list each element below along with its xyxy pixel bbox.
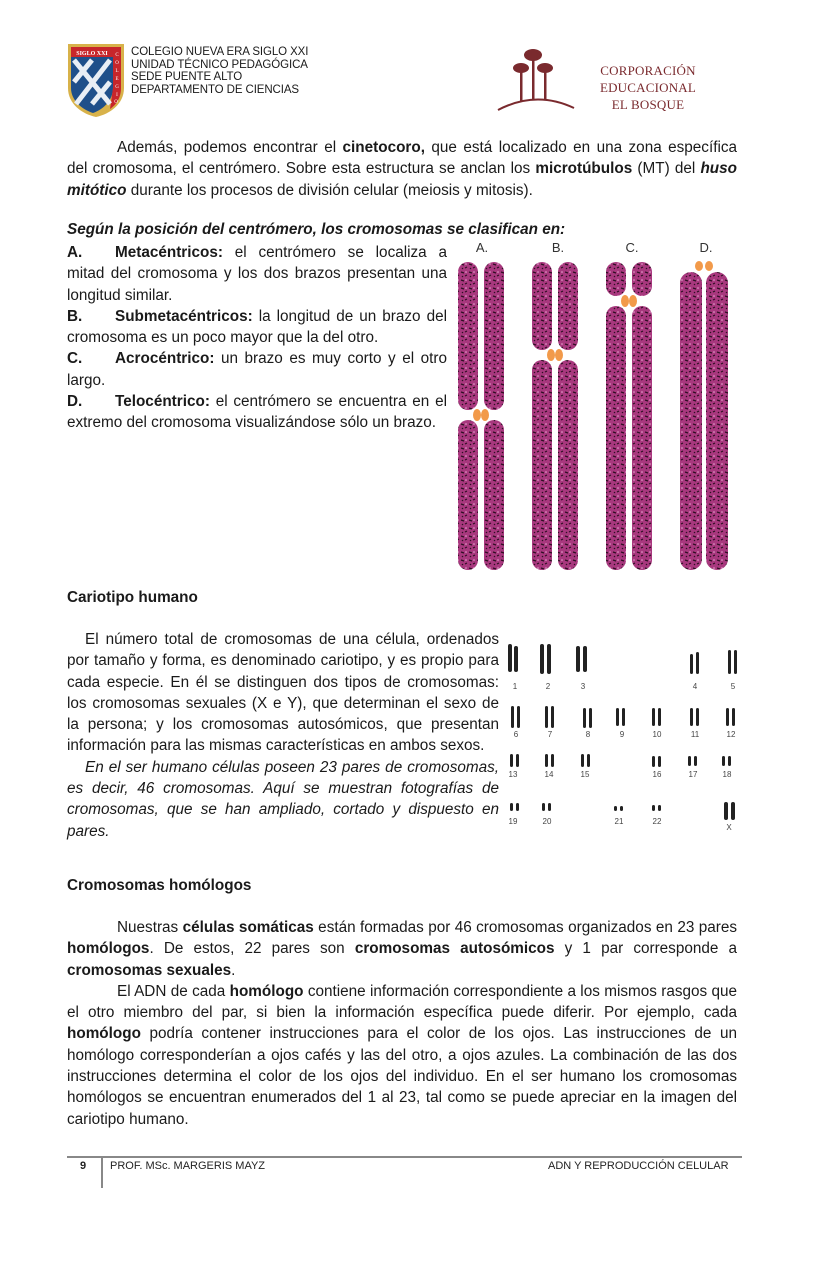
svg-text:I: I xyxy=(116,93,118,98)
karyotype-heading: Cariotipo humano xyxy=(67,589,198,606)
homologous-heading: Cromosomas homólogos xyxy=(67,877,252,894)
school-campus: SEDE PUENTE ALTO xyxy=(131,71,243,83)
school-name: COLEGIO NUEVA ERA SIGLO XXI xyxy=(131,46,309,58)
footer-divider xyxy=(67,1156,742,1158)
school-shield-logo xyxy=(66,42,126,118)
label-d: D. xyxy=(699,240,713,255)
class-item-c: C. Acrocéntrico: un brazo es muy corto y el otro largo. xyxy=(67,350,447,389)
svg-text:C: C xyxy=(115,53,119,58)
karyotype-figure: 1 2 3 4 5 6 7 8 9 10 11 12 13 14 15 16 17 18 19 20 21 22 X xyxy=(500,636,750,836)
class-item-b: B. Submetacéntricos: la longitud de un brazo del cromosoma es un poco mayor que la del otro. xyxy=(67,307,447,347)
homologous-paragraph-1: Nuestras células somáticas están formadas por 46 cromosomas organizados en 23 pares homólogos. De estos, 22 pares son cromosomas autosómicos y 1 par corresponde a cromosomas sexuales. xyxy=(67,919,738,979)
class-item-a: A. Metacéntricos: el centrómero se localiza a mitad del cromosoma y los dos brazos presentan una longitud similar. xyxy=(67,244,447,304)
term-cinetocoro: cinetocoro, xyxy=(342,139,425,156)
chromosome-d xyxy=(680,261,728,570)
karyotype-paragraph-1: El número total de cromosomas de una célula, ordenados por tamaño y forma, es denominado cariotipo, y es propio para cada especie. En él se distinguen dos tipos de cromosomas: los cromosomas sexuales (X e Y), que determinan el sexo de la persona; y los cromosomas autosómicos, que presentan información para las mismas características en ambos sexos. xyxy=(67,631,499,755)
corporation-line2: EL BOSQUE xyxy=(611,97,685,112)
svg-text:E: E xyxy=(115,77,119,82)
label-c: C. xyxy=(625,240,639,255)
corporation-name xyxy=(562,62,734,113)
centromere-types-figure xyxy=(452,240,742,576)
footer-vertical-divider xyxy=(101,1156,103,1188)
svg-text:L: L xyxy=(115,69,119,74)
svg-text:O: O xyxy=(115,61,119,66)
footer-author: PROF. MSc. MARGERIS MAYZ xyxy=(110,1160,266,1172)
homologous-paragraph-2: El ADN de cada homólogo contiene información correspondiente a los mismos rasgos que el otro miembro del par, si bien la información específica puede diferir. Por ejemplo, cada homólogo podría contener instrucciones para el color de los ojos. Las instrucciones de un homólogo corresponderían a ojos cafés y las del otro, a ojos azules. La combinación de las dos instrucciones determina el color de los ojos del individuo. En el ser humano los cromosomas homólogos se encuentran enumerados del 1 al 23, tal como se puede apreciar en la imagen del cariotipo humano. xyxy=(67,982,737,1128)
corporation-line1: CORPORACIÓN EDUCACIONAL xyxy=(599,63,697,95)
classification-list xyxy=(67,242,447,434)
school-info xyxy=(131,46,308,96)
classification-heading: Según la posición del centrómero, los cromosomas se clasifican en: xyxy=(67,221,566,238)
svg-text:G: G xyxy=(115,85,119,90)
label-a: A. xyxy=(475,240,489,255)
svg-text:O: O xyxy=(114,100,118,105)
footer-subject: ADN Y REPRODUCCIÓN CELULAR xyxy=(548,1160,729,1172)
label-b: B. xyxy=(551,240,565,255)
class-item-d: D. Telocéntrico: el centrómero se encuentra en el extremo del cromosoma visualizándose sólo un brazo. xyxy=(67,393,447,432)
karyotype-paragraph-2: En el ser humano células poseen 23 pares de cromosomas, es decir, 46 cromosomas. Aquí se muestran fotografías de cromosomas, que se han ampliado, cortado y dispuesto en pares. xyxy=(67,758,499,840)
school-unit: UNIDAD TÉCNICO PEDAGÓGICA xyxy=(131,58,308,71)
karyotype-text xyxy=(67,629,499,842)
term-microtubulos: microtúbulos xyxy=(535,160,633,178)
term-huso-mitotico: huso mitótico xyxy=(67,160,737,199)
chromosome-c xyxy=(606,262,652,570)
chromosome-a xyxy=(458,262,504,570)
school-department: DEPARTAMENTO DE CIENCIAS xyxy=(131,83,300,96)
intro-paragraph: Además, podemos encontrar el cinetocoro, que está localizado en una zona específica del cromosoma, el centrómero. Sobre esta estructura se anclan los microtúbulos (MT) del huso mitótico durante los procesos de división celular (meiosis y mitosis). xyxy=(67,139,738,199)
chromosome-illustrations xyxy=(452,254,742,576)
svg-text:SIGLO XXI: SIGLO XXI xyxy=(76,51,108,57)
page-number: 9 xyxy=(80,1160,87,1172)
chromosome-b xyxy=(532,262,578,570)
homologous-text xyxy=(67,917,737,1130)
